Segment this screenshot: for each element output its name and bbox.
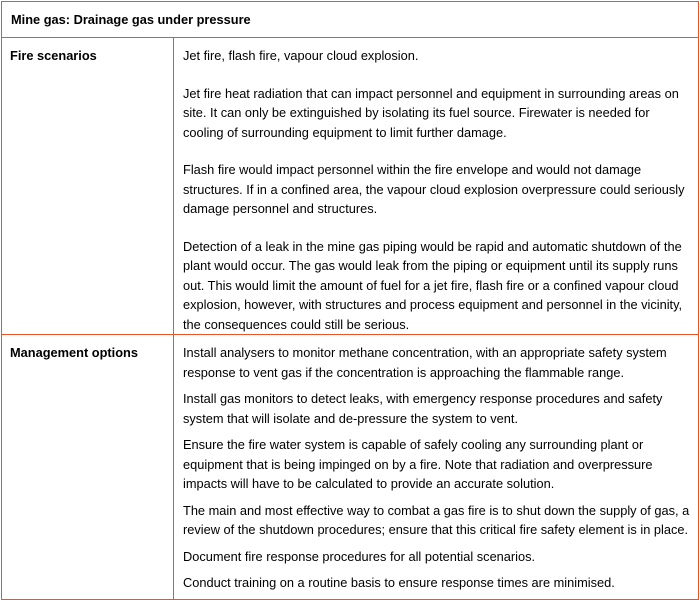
table-title: Mine gas: Drainage gas under pressure (2, 2, 699, 38)
table-row-fire-scenarios (2, 38, 699, 335)
row-label-fire-scenarios: Fire scenarios (2, 38, 174, 335)
row-label-management-options: Management options (2, 335, 174, 600)
hazard-table (1, 1, 699, 600)
paragraph: Install gas monitors to detect leaks, with emergency response procedures and safety system that will isolate and de-pressure the system to vent. (183, 391, 663, 426)
table-row-management-options (2, 335, 699, 600)
paragraph: Jet fire heat radiation that can impact personnel and equipment in surrounding areas on site. It can only be extinguished by isolating its fuel source. Firewater is needed for cooling of surrounding equipment to limit further damage. (183, 85, 679, 140)
paragraph: Conduct training on a routine basis to ensure response times are minimised. (183, 575, 615, 590)
paragraph: The main and most effective way to combat a gas fire is to shut down the supply of gas, a review of the shutdown procedures; ensure that this critical fire safety element is in place. (183, 502, 690, 537)
paragraph: Detection of a leak in the mine gas piping would be rapid and automatic shutdown of the plant would occur. The gas would leak from the piping or equipment until its supply runs out. This would limit the amount of fuel for a jet fire, flash fire or a confined vapour cloud explosion, however, with structures and process equipment and personnel in the vicinity, the consequences could still be serious. (183, 238, 683, 332)
paragraph: Jet fire, flash fire, vapour cloud explosion. (183, 48, 419, 63)
paragraph: Document fire response procedures for all potential scenarios. (183, 548, 536, 564)
fire-scenarios-content (174, 38, 699, 335)
paragraph: Install analysers to monitor methane concentration, with an appropriate safety system response to vent gas if the concentration is approaching the flammable range. (183, 345, 667, 380)
management-options-content (174, 335, 699, 600)
table-title-row (2, 2, 699, 38)
paragraph: Ensure the fire water system is capable of safely cooling any surrounding plant or equipment that is being impinged on by a fire. Note that radiation and overpressure impacts will have to be calculated to provide an accurate solution. (183, 437, 653, 491)
paragraph: Flash fire would impact personnel within the fire envelope and would not damage structures. If in a confined area, the vapour cloud explosion overpressure could seriously damage personnel and structures. (183, 162, 685, 216)
